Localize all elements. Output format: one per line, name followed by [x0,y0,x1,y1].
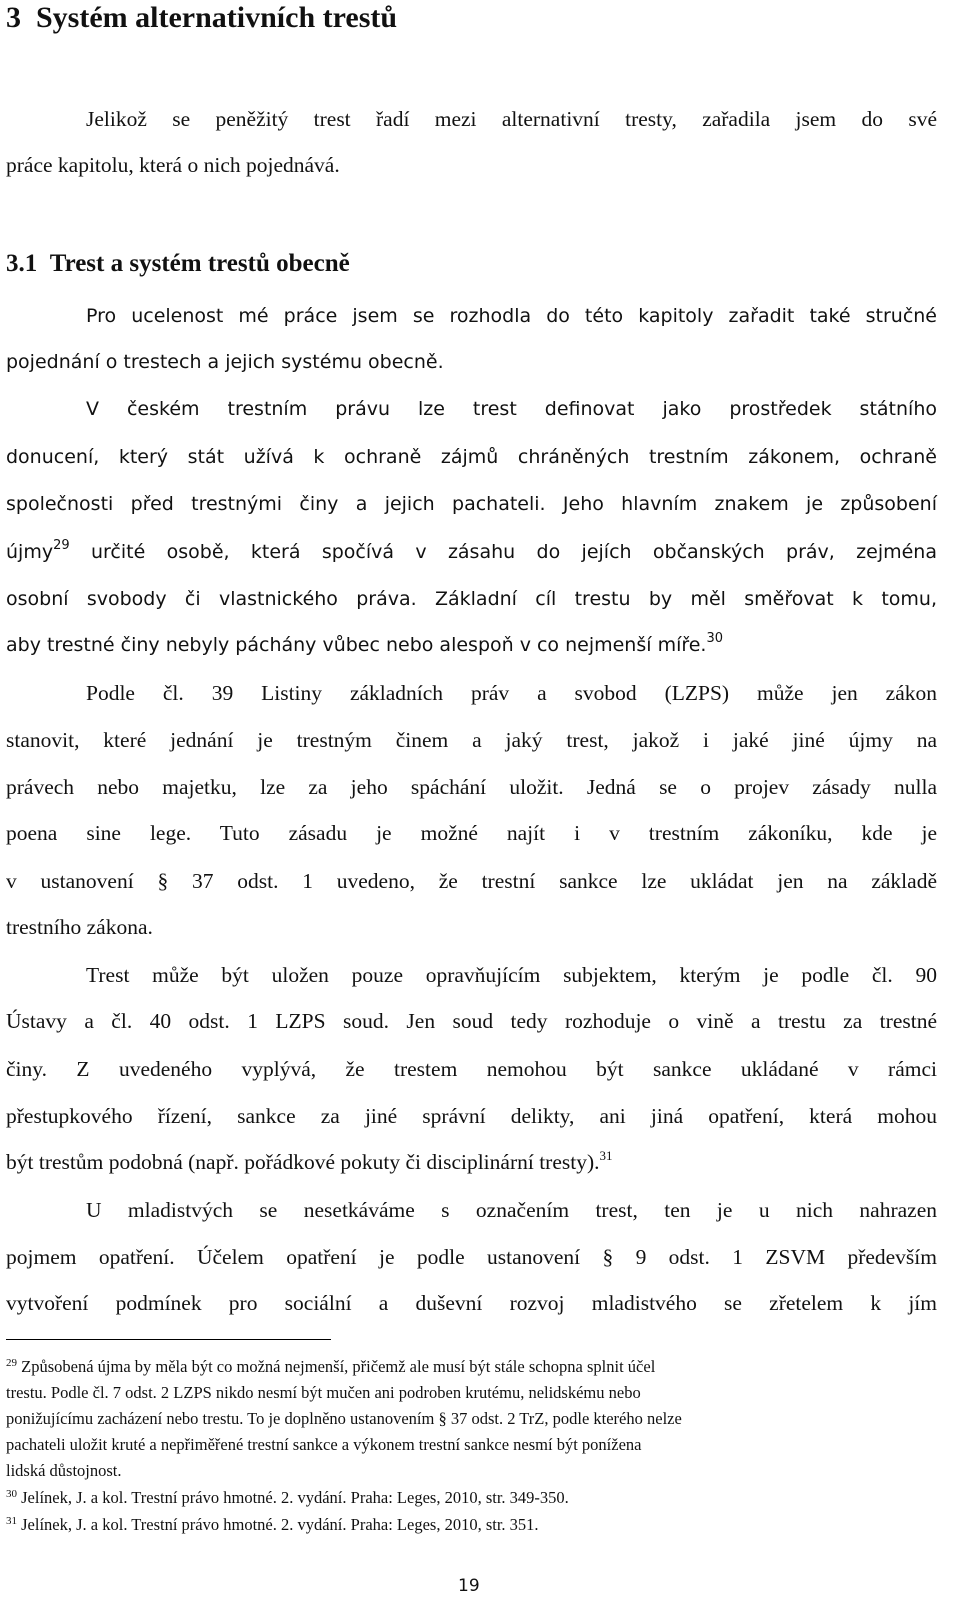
para4-line-4: přestupkového řízení, sankce za jiné správní delikty, ani jiná opatření, která mohou [6,1104,937,1128]
text-fragment: újmy [6,541,54,563]
para2-line-6 [6,628,937,662]
text-fragment: být trestům podobná (např. pořádkové pokuty či disciplinární tresty). [6,1150,600,1174]
section-title: Trest a systém trestů obecně [49,250,350,277]
footnote-29-line-2: trestu. Podle čl. 7 odst. 2 LZPS nikdo nesmí být mučen ani podroben krutému, nelidskému nebo [6,1383,641,1402]
footnote-mark-29: 29 [6,1357,17,1369]
footnote-text: Jelínek, J. a kol. Trestní právo hmotné. 2. vydání. Praha: Leges, 2010, str. 349-350. [17,1488,569,1507]
footnote-ref-31[interactable]: 31 [599,1148,613,1163]
para3-line-6: trestního zákona. [6,915,153,939]
intro-line-1: Jelikož se peněžitý trest řadí mezi alternativní tresty, zařadila jsem do své [86,107,937,131]
footnote-ref-30[interactable]: 30 [706,631,724,646]
para4-line-5 [6,1145,937,1179]
para4-line-2: Ústavy a čl. 40 odst. 1 LZPS soud. Jen soud tedy rozhoduje o vině a trestu za trestné [6,1009,937,1033]
footnote-30 [6,1486,937,1510]
section-number: 3.1 [6,250,38,277]
footnote-29-line-4: pachateli uložit kruté a nepřiměřené trestní sankce a výkonem trestní sankce nesmí být ponížena [6,1435,642,1454]
text-fragment: určité osobě, která spočívá v zásahu do jejích občanských práv, zejména [69,541,937,563]
section-heading [6,247,350,281]
para3-line-2: stanovit, které jednání je trestným činem a jaký trest, jakož i jaké jiné újmy na [6,728,937,752]
para3-line-1: Podle čl. 39 Listiny základních práv a svobod (LZPS) může jen zákon [86,681,937,705]
para5-line-3: vytvoření podmínek pro sociální a duševní rozvoj mladistvého se zřetelem k jím [6,1291,937,1315]
para2-line-1: V českém trestním právu lze trest definovat jako prostředek státního [86,398,937,420]
para2-line-2: donucení, který stát užívá k ochraně zájmů chráněných trestním zákonem, ochraně [6,446,937,468]
para3-line-4: poena sine lege. Tuto zásadu je možné najít i v trestním zákoníku, kde je [6,821,937,845]
chapter-heading [6,0,397,36]
text-fragment: aby trestné činy nebyly páchány vůbec nebo alespoň v co nejmenší míře. [6,634,707,656]
chapter-number: 3 [6,1,21,34]
para4-line-3: činy. Z uvedeného vyplývá, že trestem nemohou být sankce ukládané v rámci [6,1057,937,1081]
page-number: 19 [458,1576,480,1596]
footnote-ref-29[interactable]: 29 [53,538,70,553]
para5-line-1: U mladistvých se nesetkáváme s označením trest, ten je u nich nahrazen [86,1198,937,1222]
para2-line-3: společnosti před trestnými činy a jejich pachateli. Jeho hlavním znakem je způsobení [6,493,937,515]
para4-line-1: Trest může být uložen pouze opravňujícím subjektem, kterým je podle čl. 90 [86,963,937,987]
footnote-mark-30: 30 [6,1488,17,1500]
footnote-29-line-3: ponižujícímu zacházení nebo trestu. To je doplněno ustanovením § 37 odst. 2 TrZ, podle kterého nelze [6,1409,682,1428]
footnote-text: Jelínek, J. a kol. Trestní právo hmotné. 2. vydání. Praha: Leges, 2010, str. 351. [17,1515,539,1534]
para2-line-5: osobní svobody či vlastnického práva. Základní cíl trestu by měl směřovat k tomu, [6,588,937,610]
footnote-mark-31: 31 [6,1515,17,1527]
chapter-title: Systém alternativních trestů [36,1,398,34]
footnote-29-line-1 [6,1355,937,1379]
footnote-29-line-5: lidská důstojnost. [6,1461,122,1480]
para3-line-3: právech nebo majetku, lze za jeho spáchání uložit. Jedná se o projev zásady nulla [6,775,937,799]
para2-line-4 [6,535,937,569]
para3-line-5: v ustanovení § 37 odst. 1 uvedeno, že trestní sankce lze ukládat jen na základě [6,869,937,893]
footnote-separator [6,1339,331,1340]
para1-line-2: pojednání o trestech a jejich systému obecně. [6,351,444,373]
para1-line-1: Pro ucelenost mé práce jsem se rozhodla do této kapitoly zařadit také stručné [86,305,937,327]
intro-line-2: práce kapitolu, která o nich pojednává. [6,153,340,177]
para5-line-2: pojmem opatření. Účelem opatření je podle ustanovení § 9 odst. 1 ZSVM především [6,1245,937,1269]
footnote-text: Způsobená újma by měla být co možná nejmenší, přičemž ale musí být stále schopna splnit účel [17,1357,656,1376]
footnote-31 [6,1513,937,1537]
